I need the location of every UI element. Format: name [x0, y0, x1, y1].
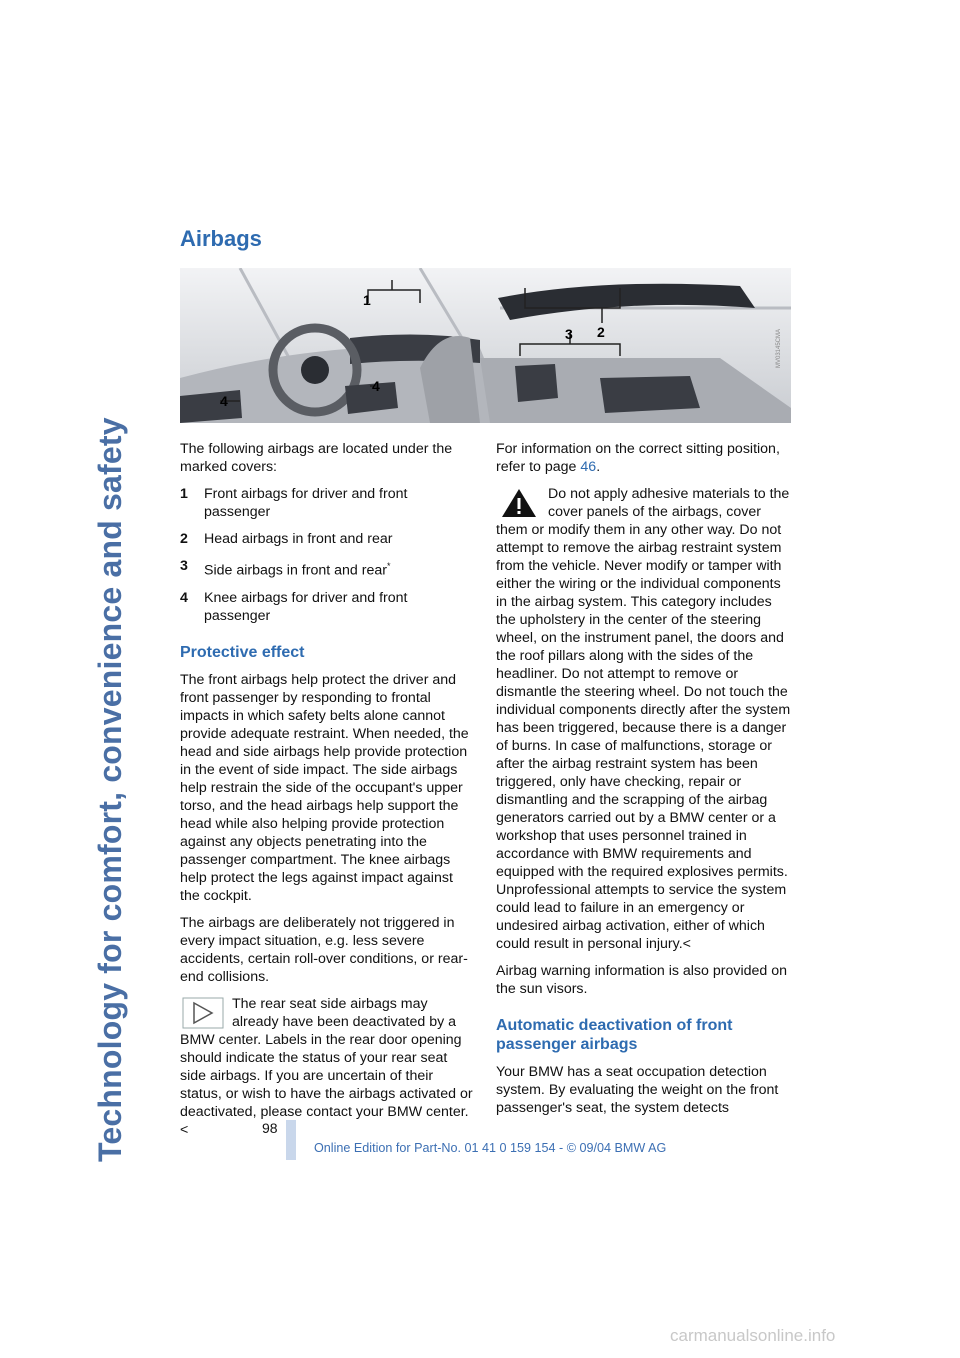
section-title-deactivation: Automatic deactivation of front passenger airbags [496, 1017, 733, 1053]
airbag-figure [180, 268, 791, 423]
callout-4-center: 4 [372, 378, 380, 394]
car-interior-illustration [180, 268, 791, 423]
protective-paragraph-2: The airbags are deliberately not triggered in every impact situation, e.g. less severe accidents, certain roll-over conditions, or rear-end collisions. [180, 914, 468, 985]
list-item: 4 Knee airbags for driver and front passenger [180, 589, 408, 624]
info-note: The rear seat side airbags may already have been deactivated by a BMW center. Labels in the rear door opening should indicate the status of your rear seat side airbags. If you are uncertain of their status, or wish to have the airbags activated or deactivated, please contact your BMW center.< [180, 995, 473, 1138]
info-note-icon [180, 995, 226, 1031]
callout-4-left: 4 [220, 393, 228, 409]
left-column [180, 440, 476, 1139]
page-link[interactable]: 46 [580, 459, 597, 475]
callout-1: 1 [363, 292, 371, 308]
list-item: 3 Side airbags in front and rear* [180, 558, 391, 579]
page-number: 98 [262, 1120, 278, 1136]
list-item: 2 Head airbags in front and rear [180, 531, 393, 547]
side-airbag-mark [515, 364, 558, 402]
page-title: Airbags [180, 226, 262, 251]
footer-bar [286, 1120, 296, 1160]
optional-equipment-star: * [386, 561, 391, 571]
watermark: carmanualsonline.info [670, 1326, 836, 1345]
deactivation-paragraph: Your BMW has a seat occupation detection system. By evaluating the weight on the front passenger's seat, the system detects [496, 1064, 779, 1116]
callout-2: 2 [597, 324, 605, 340]
sun-visor-text: Airbag warning information is also provided on the sun visors. [496, 963, 788, 997]
callout-3: 3 [565, 326, 573, 342]
list-item: 1 Front airbags for driver and front passenger [180, 486, 408, 520]
side-airbag-mark-2 [600, 376, 700, 413]
protective-paragraph-1: The front airbags help protect the driver and front passenger by responding to frontal impacts in which safety belts alone cannot provide adequate restraint. When needed, the head and side airbags help provide protection in the event of side impact. The side airbags help restrain the side of the occupant's upper torso, and the head airbags help support the head while also helping provide protection against any objects penetrating into the passenger compartment. The knee airbags help protect the legs against impact against the cockpit. [180, 671, 469, 904]
online-edition-footer: Online Edition for Part-No. 01 41 0 159 154 - © 09/04 BMW AG [314, 1141, 667, 1155]
figure-code: MV03145CMA [776, 328, 782, 368]
warning-note: Do not apply adhesive materials to the cover panels of the airbags, cover them or modify them in any other way. Do not attempt to remove the airbag restraint system from the vehicle. Never modify or tamper with either the wiring or the individual components in the airbag system. This category includes the upholstery in the center of the steering wheel, on the instrument panel, the doors and the roof pillars along with the sides of the headliner. Do not attempt to remove or dismantle the steering wheel. Do not touch the individual components directly after the system has been triggered, because there is a danger of burns. In case of malfunctions, storage or after the airbag restraint system has been triggered, only have checking, repair or dismantling and the scrapping of the airbag generators carried out by a BMW center or a workshop that uses personnel trained in accordance with BMW requirements and equipped with the required explosives permits. Unprofessional attempts to service the system could lead to failure in an emergency or undesired airbag activation, either of which could result in personal injury.< [496, 486, 791, 952]
warning-icon [496, 485, 542, 521]
right-column [496, 440, 792, 1126]
section-title-protective-effect: Protective effect [180, 643, 305, 661]
sitting-position-text: For information on the correct sitting position, refer to page 46. [496, 441, 780, 475]
intro-text: The following airbags are located under the marked covers: [180, 441, 453, 475]
